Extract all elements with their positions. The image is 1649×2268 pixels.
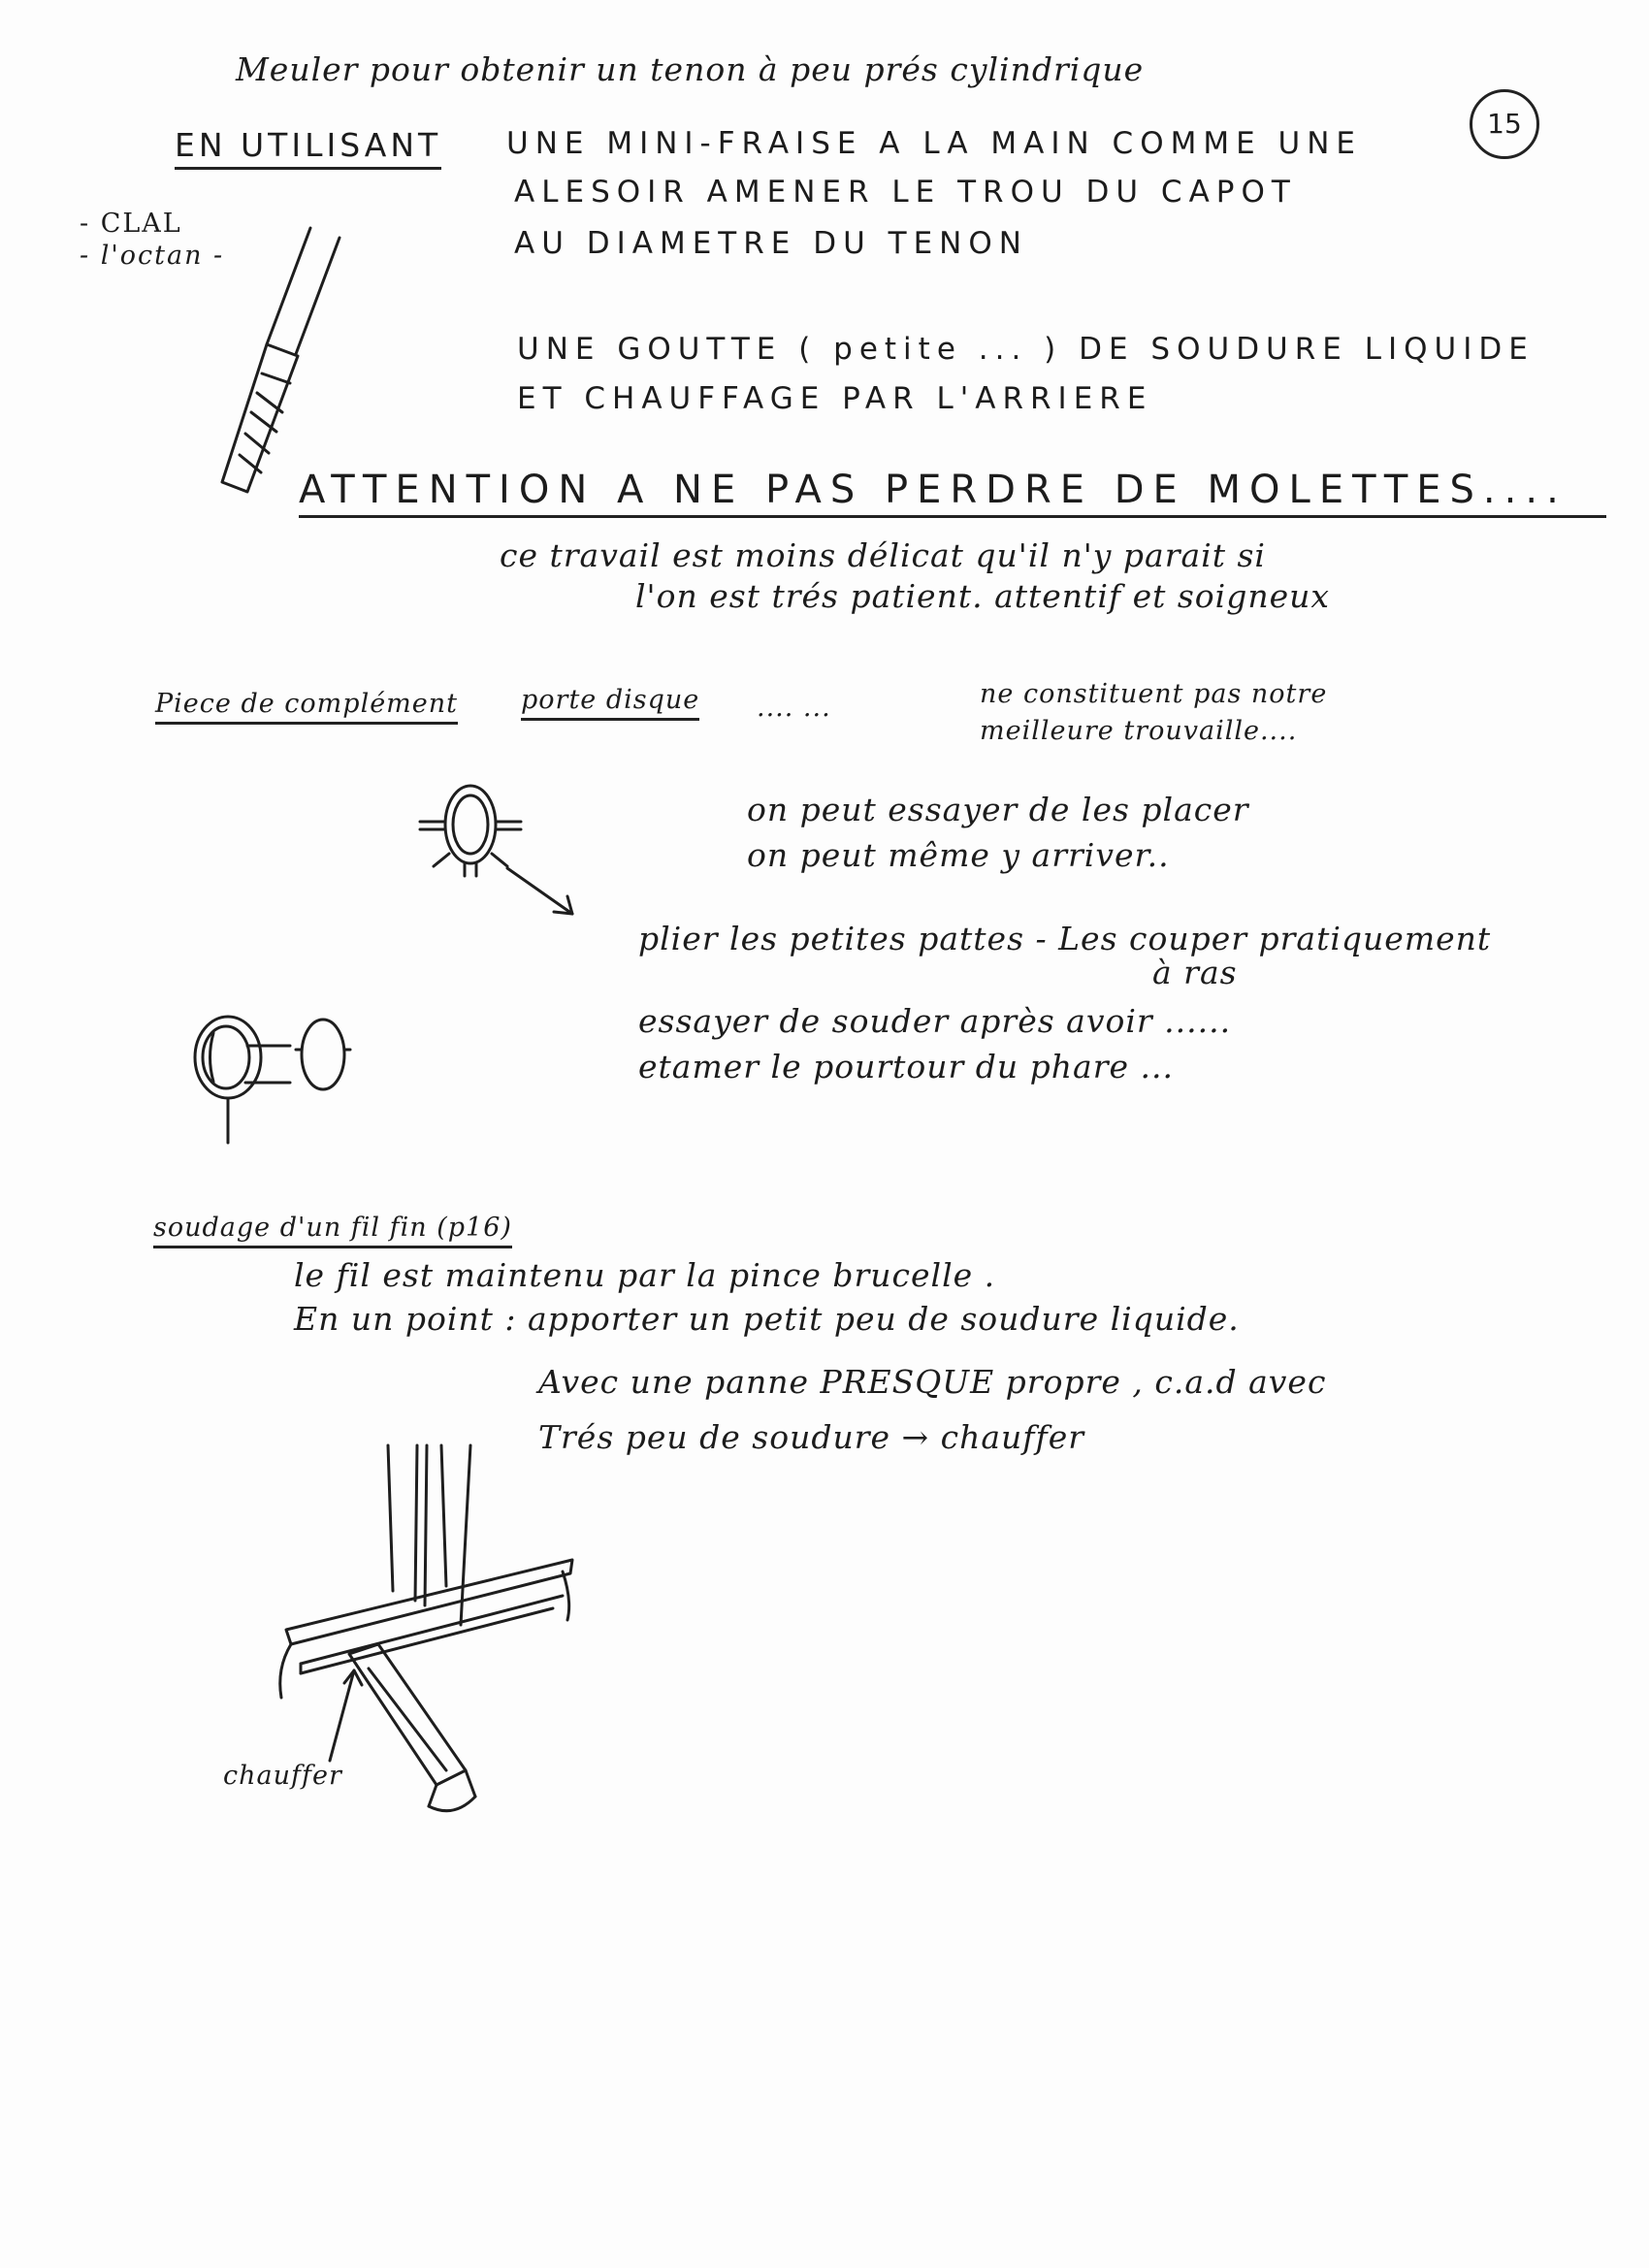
line-travail-2: l'on est trés patient. attentif et soigneux [635,577,1330,615]
line-plier-2: à ras [1152,954,1238,991]
soudage-sketch [262,1445,582,1853]
line-chauffage: ET CHAUFFAGE PAR L'ARRIERE [517,381,1153,416]
line-placer-2: on peut même y arriver.. [747,836,1170,874]
line-alesoir: ALESOIR AMENER LE TROU DU CAPOT [514,175,1297,210]
line-mini-fraise: UNE MINI-FRAISE A LA MAIN COMME UNE [506,126,1362,161]
line-panne: Avec une panne PRESQUE propre , c.a.d avec [538,1363,1327,1401]
line-plier-1: plier les petites pattes - Les couper pratiquement [638,920,1492,957]
note-octan: - l'octan - [80,241,225,271]
line-meuler: Meuler pour obtenir un tenon à peu prés cylindrique [236,50,1145,88]
heading-attention: ATTENTION A NE PAS PERDRE DE MOLETTES.... [299,468,1606,518]
line-souder: essayer de souder après avoir ...... [638,1002,1232,1040]
line-constituent-1: ne constituent pas notre [980,679,1328,709]
label-soudage: soudage d'un fil fin (p16) [153,1213,512,1248]
dots: .... ... [757,693,831,723]
line-etamer: etamer le pourtour du phare ... [638,1048,1174,1085]
line-constituent-2: meilleure trouvaille.... [980,716,1298,746]
label-piece-complement: Piece de complément [155,689,458,725]
line-apporter: En un point : apporter un petit peu de soudure liquide. [294,1300,1240,1338]
line-placer-1: on peut essayer de les placer [747,791,1249,828]
phare-sketch [179,999,373,1150]
line-diametre: AU DIAMETRE DU TENON [514,226,1028,261]
line-peu-soudure: Trés peu de soudure → chauffer [538,1418,1085,1456]
mini-file-sketch [218,218,354,500]
line-travail-1: ce travail est moins délicat qu'il n'y parait si [500,536,1266,574]
note-clal: - CLAL [80,209,182,239]
porte-disque-sketch [412,771,582,926]
heading-en-utilisant: EN UTILISANT [175,126,441,170]
label-porte-disque: porte disque [521,685,699,721]
page-number: 15 [1470,89,1539,159]
label-chauffer: chauffer [223,1761,342,1791]
line-fil-maintenu: le fil est maintenu par la pince brucelle . [294,1256,996,1294]
line-goutte: UNE GOUTTE ( petite ... ) DE SOUDURE LIQUIDE [517,332,1535,367]
